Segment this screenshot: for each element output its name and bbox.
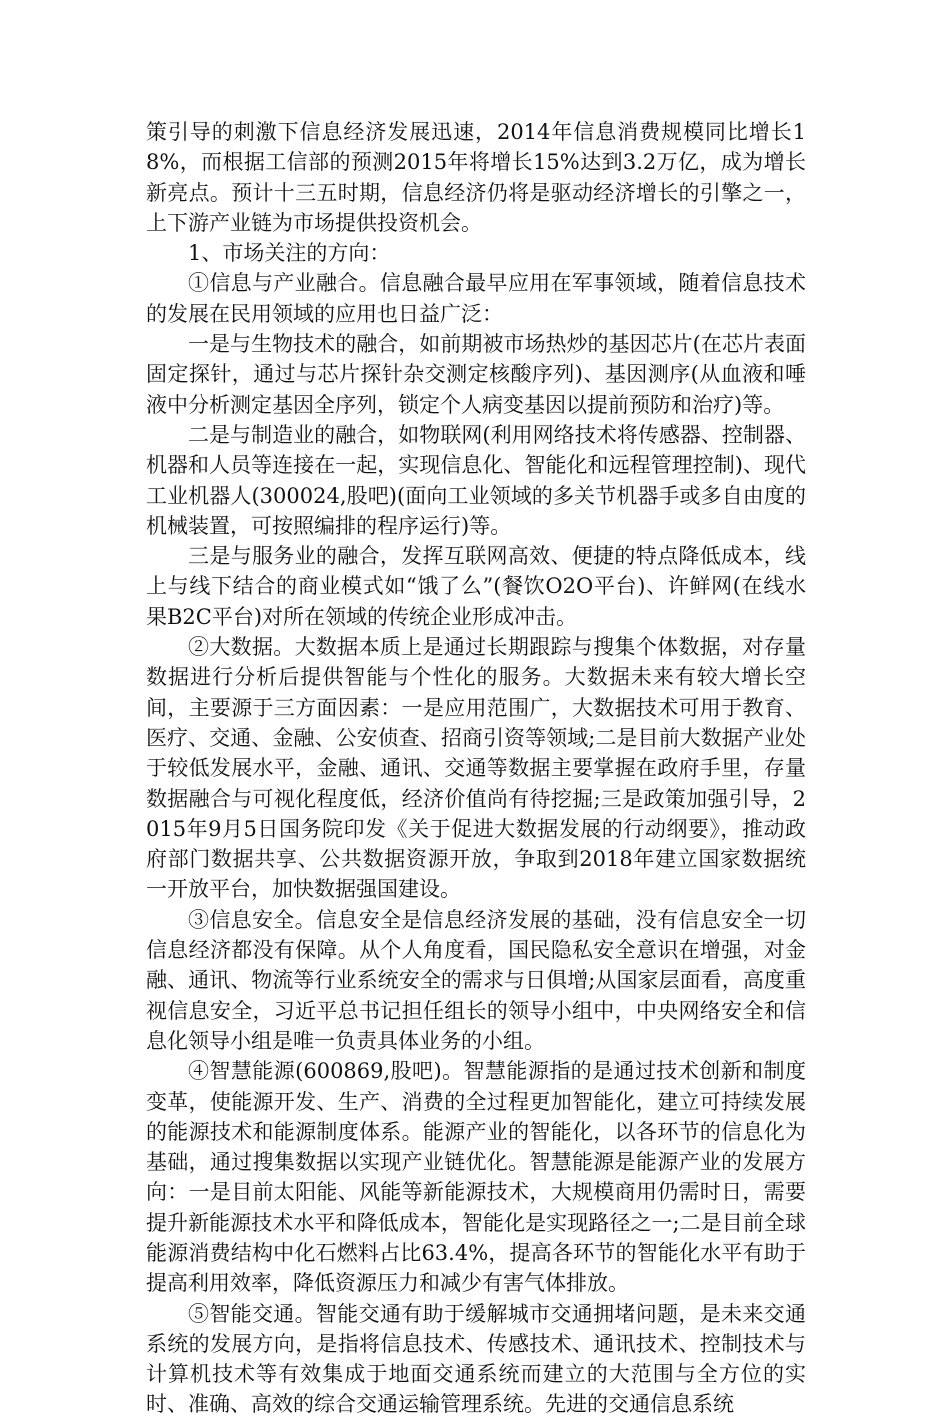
body-paragraph: ④智慧能源(600869,股吧)。智慧能源指的是通过技术创新和制度变革，使能源开发、生产、消费的全过程更加智能化，建立可持续发展的能源技术和能源制度体系。能源产业的智能化，以各环节的信息化为基础，通过搜集数据以实现产业链优化。智慧能源是能源产业的发展方向：一是目前太阳能、风能等新能源技术，大规模商用仍需时日，需要提升新能源技术水平和降低成本，智能化是实现路径之一;二是目前全球能源消费结构中化石燃料占比63.4%，提高各环节的智能化水平有助于提高利用效率，降低资源压力和减少有害气体排放。 <box>146 1059 806 1296</box>
body-paragraph: 二是与制造业的融合，如物联网(利用网络技术将传感器、控制器、机器和人员等连接在一起，实现信息化、智能化和远程管理控制)、现代工业机器人(300024,股吧)(面向工业领域的多关节机器手或多自由度的机械装置，可按照编排的程序运行)等。 <box>146 422 806 538</box>
body-paragraph: 策引导的刺激下信息经济发展迅速，2014年信息消费规模同比增长18%，而根据工信部的预测2015年将增长15%达到3.2万亿，成为增长新亮点。预计十三五时期，信息经济仍将是驱动经济增长的引擎之一，上下游产业链为市场提供投资机会。 <box>146 120 806 235</box>
body-paragraph: ⑤智能交通。智能交通有助于缓解城市交通拥堵问题，是未来交通系统的发展方向，是指将信息技术、传感技术、通讯技术、控制技术与计算机技术等有效集成于地面交通系统而建立的大范围与全方位的实时、准确、高效的综合交通运输管理系统。先进的交通信息系统 <box>146 1301 806 1417</box>
body-paragraph: 一是与生物技术的融合，如前期被市场热炒的基因芯片(在芯片表面固定探针，通过与芯片探针杂交测定核酸序列)、基因测序(从血液和唾液中分析测定基因全序列，锁定个人病变基因以提前预防和治疗)等。 <box>146 332 806 417</box>
body-paragraph: ③信息安全。信息安全是信息经济发展的基础，没有信息安全一切信息经济都没有保障。从个人角度看，国民隐私安全意识在增强，对金融、通讯、物流等行业系统安全的需求与日俱增;从国家层面看，高度重视信息安全，习近平总书记担任组长的领导小组中，中央网络安全和信息化领导小组是唯一负责具体业务的小组。 <box>146 907 806 1053</box>
document-page <box>146 117 806 1420</box>
body-paragraph: ①信息与产业融合。信息融合最早应用在军事领域，随着信息技术的发展在民用领域的应用也日益广泛： <box>146 271 806 326</box>
section-heading: 1、市场关注的方向： <box>188 241 391 266</box>
body-paragraph: 三是与服务业的融合，发挥互联网高效、便捷的特点降低成本，线上与线下结合的商业模式如“饿了么”(餐饮O2O平台)、许鲜网(在线水果B2C平台)对所在领域的传统企业形成冲击。 <box>146 544 806 629</box>
body-paragraph: ②大数据。大数据本质上是通过长期跟踪与搜集个体数据，对存量数据进行分析后提供智能与个性化的服务。大数据未来有较大增长空间，主要源于三方面因素：一是应用范围广，大数据技术可用于教育、医疗、交通、金融、公安侦查、招商引资等领域;二是目前大数据产业处于较低发展水平，金融、通讯、交通等数据主要掌握在政府手里，存量数据融合与可视化程度低，经济价值尚有待挖掘;三是政策加强引导，2015年9月5日国务院印发《关于促进大数据发展的行动纲要》，推动政府部门数据共享、公共数据资源开放，争取到2018年建立国家数据统一开放平台，加快数据强国建设。 <box>146 635 806 902</box>
